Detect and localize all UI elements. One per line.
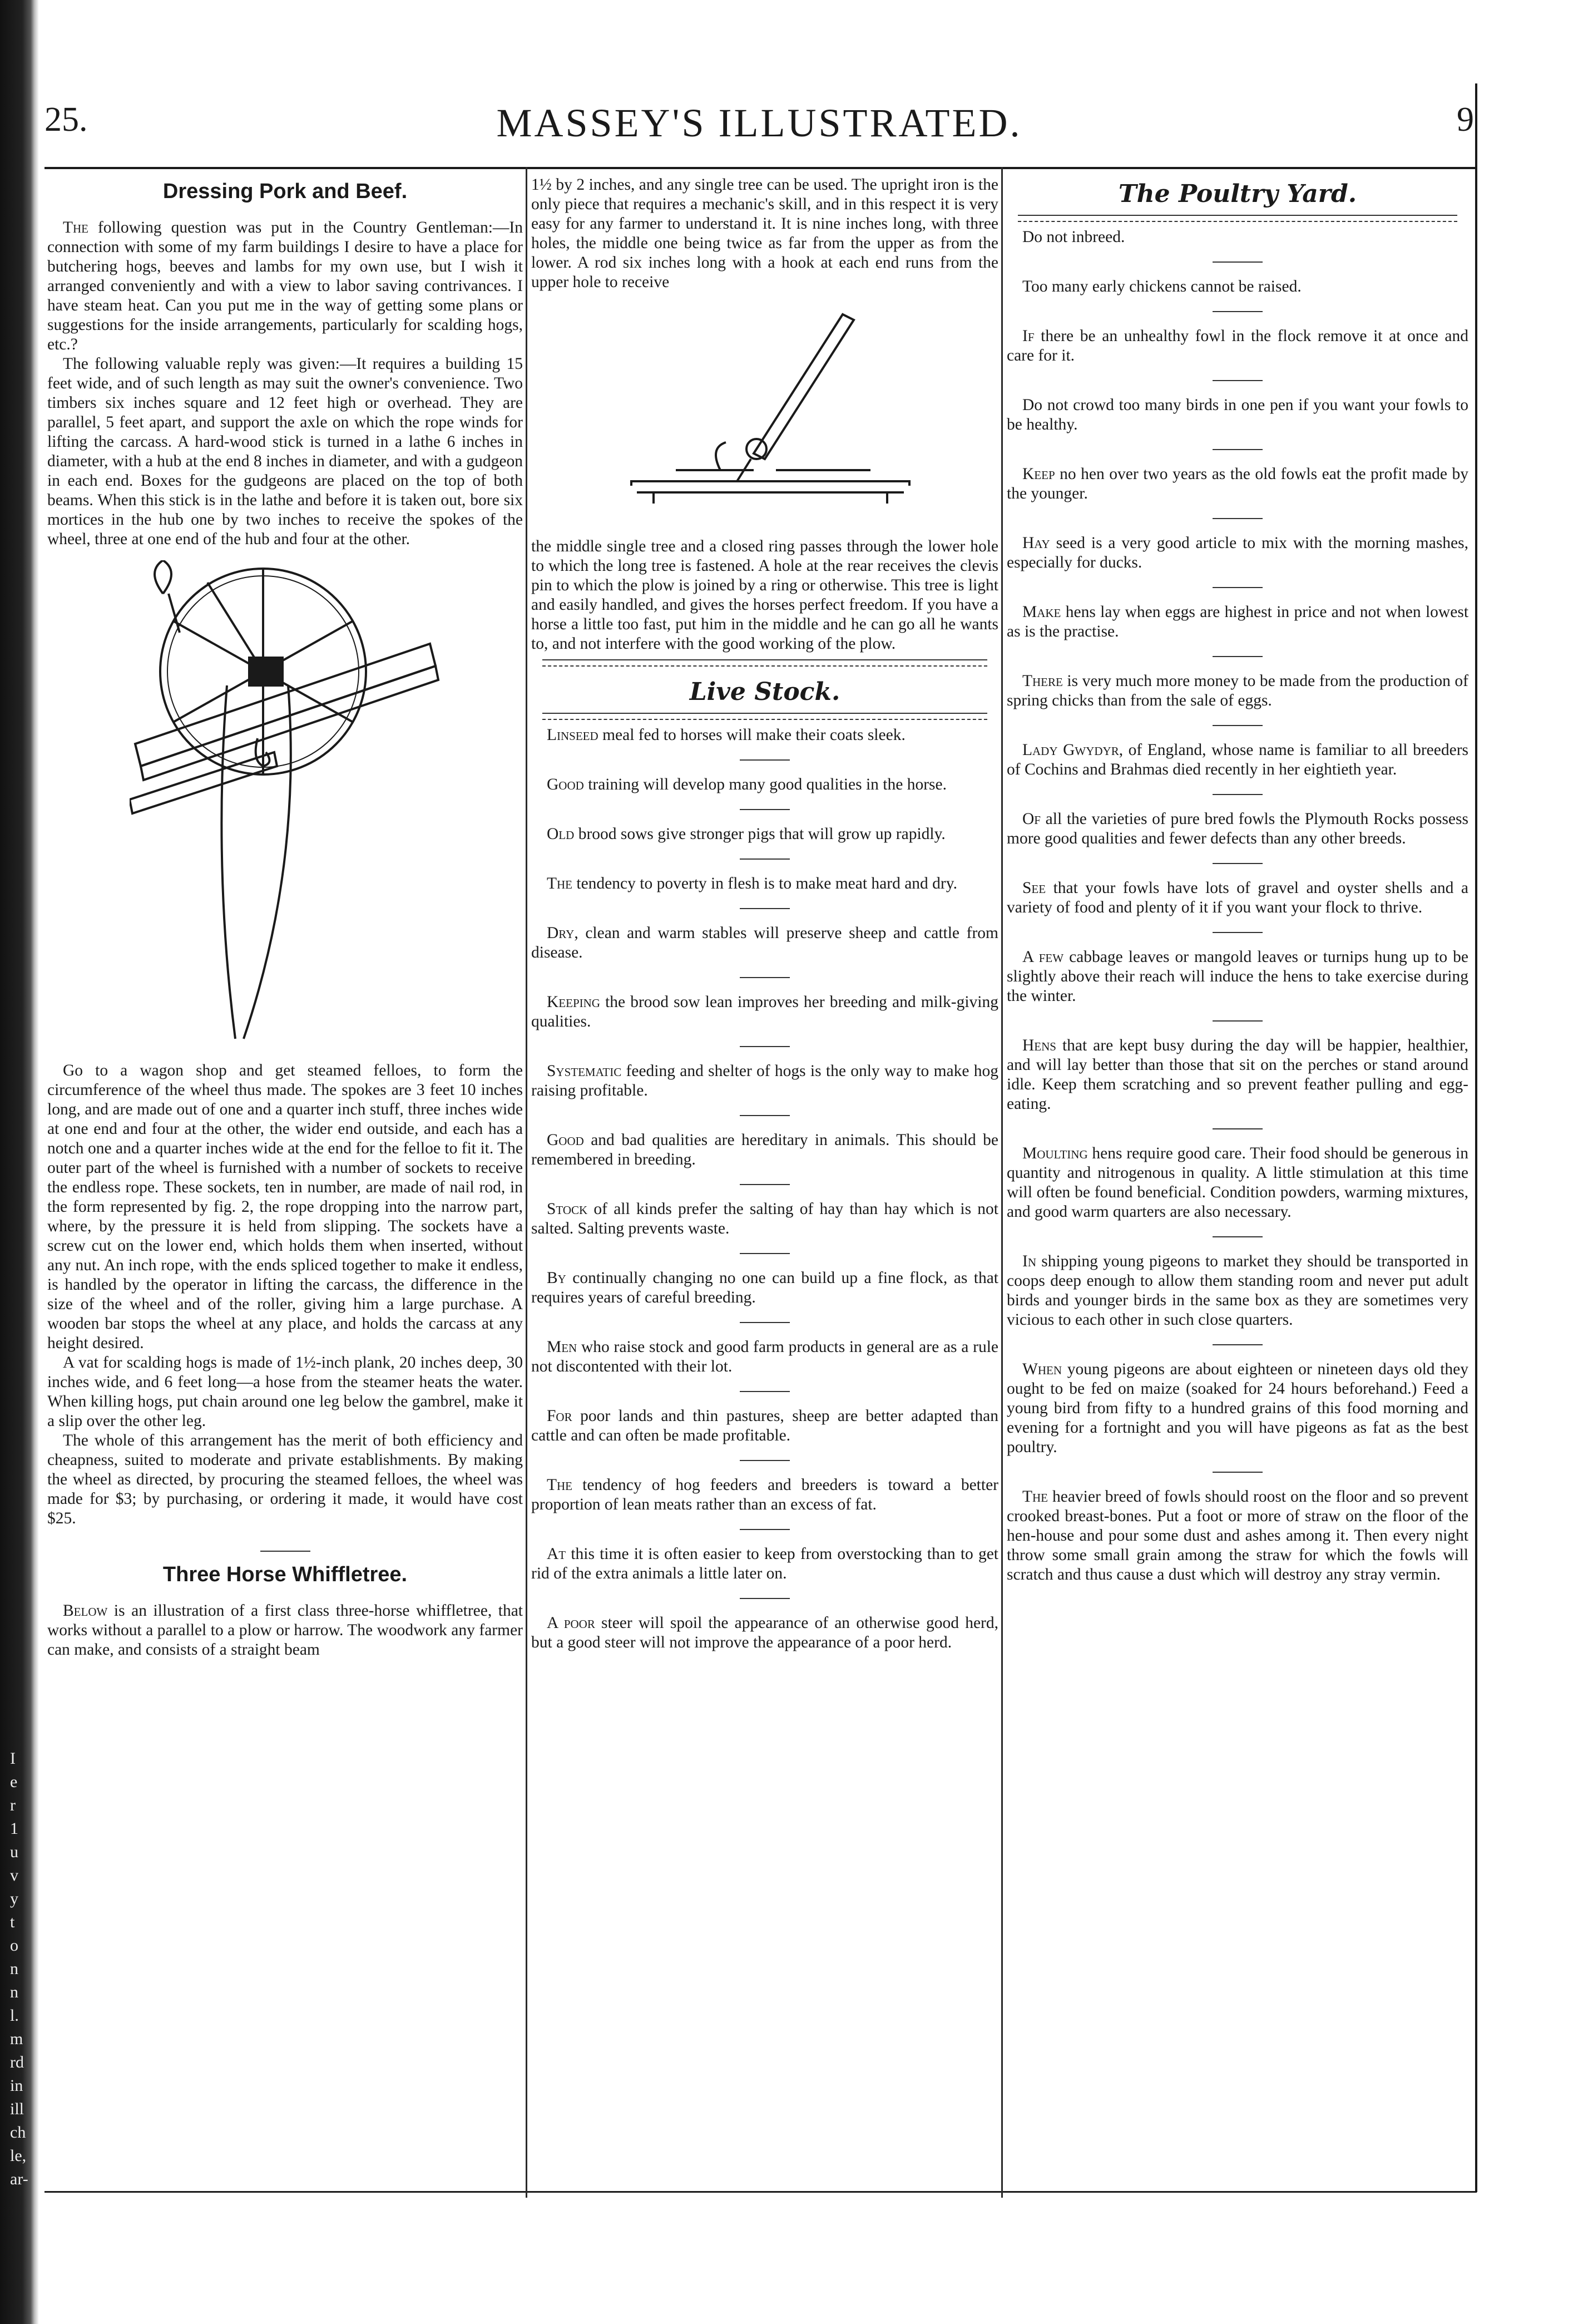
paragraph: The whole of this arrangement has the merit of both efficiency and cheapness, suited to moderate and private establishments. By making the wheel as directed, by procuring the steamed felloes, the wheel was made for $3; by purchasing, or ordering it made, it would have cost $25.	[47, 1432, 523, 1527]
note-lead: Of	[1022, 810, 1041, 828]
item-divider	[740, 858, 790, 860]
paragraph: A vat for scalding hogs is made of 1½-inch plank, 20 inches deep, 30 inches wide, and 6 feet long—a hose from the steamer heats the water. When killing hogs, put chain around one leg below the gambrel, make it a slip over the other leg.	[47, 1354, 523, 1430]
note-paragraph	[1007, 603, 1468, 642]
note-paragraph	[1007, 277, 1468, 297]
note-lead: If	[1022, 327, 1035, 345]
note-text: that your fowls have lots of gravel and oyster shells and a variety of food and plenty of it if you want your flock to thrive.	[1007, 879, 1468, 916]
note-lead: Good	[547, 1131, 584, 1149]
item-divider	[1213, 725, 1263, 726]
item-divider	[740, 809, 790, 810]
note-lead: Moulting	[1022, 1144, 1088, 1162]
note-lead: Systematic	[547, 1062, 622, 1080]
item-divider	[740, 908, 790, 909]
note-paragraph	[531, 1200, 998, 1239]
note-paragraph	[1007, 465, 1468, 504]
section-rule	[542, 713, 987, 720]
note-lead: Men	[547, 1338, 577, 1356]
paragraph-text: is an illustration of a first class three-horse whiffletree, that works without a parallel to a plow or harrow. The woodwork any farmer can make, and consists of a straight beam	[47, 1602, 523, 1659]
note-lead: Good	[547, 776, 584, 793]
column-whiffletree-livestock	[531, 175, 998, 2178]
paragraph: 1½ by 2 inches, and any single tree can be used. The upright iron is the only piece that requires a mechanic's skill, and in this respect it is very easy for any farmer to understand it. It is nine inches long, with three holes, the middle one being twice as far from the upper as from the lower. A rod six inches long with a hook at each end runs from the upper hole to receive	[531, 176, 998, 291]
note-paragraph	[531, 775, 998, 795]
note-paragraph	[1007, 1252, 1468, 1330]
note-text: Do not inbreed.	[1022, 228, 1125, 246]
note-paragraph	[531, 1062, 998, 1101]
note-paragraph	[1007, 228, 1468, 247]
item-divider	[1213, 863, 1263, 864]
note-paragraph	[1007, 396, 1468, 435]
item-divider	[1213, 1020, 1263, 1022]
note-paragraph	[1007, 1144, 1468, 1222]
item-divider	[1213, 380, 1263, 381]
item-divider	[1213, 518, 1263, 519]
note-text: shipping young pigeons to market they should be transported in coops deep enough to allow them standing room and never put adult birds and younger birds in the same box as they are sometimes very vicious to each other in such close quarters.	[1007, 1252, 1468, 1329]
note-text: that are kept busy during the day will be happier, healthier, and will lay better than those that sit on the perches or stand around idle. Keep them scratching and so prevent feather pulling and egg-eating.	[1007, 1037, 1468, 1113]
note-text: brood sows give stronger pigs that will grow up rapidly.	[578, 825, 946, 843]
note-text: poor lands and thin pastures, sheep are better adapted than cattle and can often be made profitable.	[531, 1407, 998, 1444]
item-divider	[1213, 1472, 1263, 1473]
note-text: cabbage leaves or mangold leaves or turnips hung up to be slightly above their reach will induce the hens to take exercise during the winter.	[1007, 948, 1468, 1005]
note-text: meal fed to horses will make their coats sleek.	[602, 726, 906, 744]
item-divider	[1213, 449, 1263, 450]
note-lead: The	[547, 875, 573, 892]
note-paragraph	[1007, 879, 1468, 917]
article-title-dressing-pork: Dressing Pork and Beef.	[162, 180, 408, 203]
paragraph-lead: The	[63, 219, 89, 236]
note-paragraph	[531, 874, 998, 894]
item-divider	[740, 977, 790, 978]
note-lead: Keep	[1022, 465, 1055, 483]
note-lead: By	[547, 1269, 566, 1287]
paragraph: Go to a wagon shop and get steamed felloes, to form the circumference of the wheel thus made. The spokes are 3 feet 10 inches long, and are made out of one and a quarter inch stuff, three inches wide at one end and four at the other, the wider end outside, and each has a notch one and a quarter inches wide at the end for the felloe to fit it. The outer part of the wheel is furnished with a number of sockets to receive the endless rope. These sockets, ten in number, are made of nail rod, in the form represented by fig. 2, the rope dropping into the narrow part, where, by the pressure it is held from slipping. The sockets have a screw cut on the lower end, which holds them when inserted, without any nut. An inch rope, with the ends spliced together to make it endless, is handled by the operator in lifting the carcass, the difference in the size of the wheel and of the roller, giving him a large purchase. A wooden bar stops the wheel at any place, and holds the carcass at any height desired.	[47, 1062, 523, 1352]
item-divider	[740, 1391, 790, 1392]
note-lead: Stock	[547, 1200, 588, 1218]
page-header	[44, 100, 1474, 161]
item-divider	[740, 1322, 790, 1323]
column-divider	[526, 167, 527, 2198]
note-text: no hen over two years as the old fowls eat the profit made by the younger.	[1007, 465, 1468, 502]
page-number: 9	[1457, 101, 1474, 139]
note-paragraph	[1007, 1036, 1468, 1114]
item-divider	[740, 759, 790, 761]
paragraph: the middle single tree and a closed ring passes through the lower hole to which the long tree is fastened. A hole at the rear receives the clevis pin to which the plow is joined by a ring or otherwise. This tree is light and easily handled, and gives the horses perfect freedom. If you have a horse a little too fast, put him in the middle and he can go all he wants to, and not interfere with the good working of the plow.	[531, 537, 998, 653]
note-paragraph	[1007, 672, 1468, 710]
paragraph-text: following question was put in the Country Gentleman:—In connection with some of my farm buildings I desire to have a place for butchering hogs, beeves and lambs for my own use, but I wish it arranged conveniently and with a view to labor saving contrivances. I have steam heat. Can you put me in the way of getting some plans or suggestions for the inside arrangements, particularly for scalding hogs, etc.?	[47, 219, 523, 353]
note-paragraph	[531, 726, 998, 745]
item-divider	[1213, 587, 1263, 588]
paragraph: The following valuable reply was given:—It requires a building 15 feet wide, and of such length as may suit the owner's convenience. Two timbers six inches square and 12 feet high or overhead. They are parallel, 5 feet apart, and support the axle on which the rope winds for lifting the carcass. A hard-wood stick is turned in a lathe 6 inches in diameter, with a hub at the end 8 inches in diameter, and with a gudgeon in each end. Boxes for the gudgeons are placed on the top of both beams. When this stick is in the lathe and before it is taken out, bore six mortices in the hub one by two inches to receive the spokes of the wheel, three at one end of the hub and four at the other.	[47, 355, 523, 548]
running-title: MASSEY'S ILLUSTRATED.	[496, 101, 1022, 145]
paragraph-lead: Below	[63, 1602, 108, 1620]
note-lead: A few	[1022, 948, 1064, 966]
note-text: of England, whose name is familiar to all breeders of Cochins and Brahmas died recently in her eightieth year.	[1007, 741, 1468, 778]
note-paragraph	[1007, 948, 1468, 1006]
note-lead: The	[547, 1476, 573, 1494]
note-lead: Dry,	[547, 924, 578, 942]
note-paragraph	[531, 1407, 998, 1445]
note-text: seed is a very good article to mix with the morning mashes, especially for ducks.	[1007, 534, 1468, 571]
section-rule	[542, 659, 987, 667]
note-text: is very much more money to be made from the production of spring chicks than from the sale of eggs.	[1007, 672, 1468, 709]
note-paragraph	[531, 1269, 998, 1307]
note-lead: Hay	[1022, 534, 1050, 552]
item-divider	[740, 1184, 790, 1185]
note-paragraph	[531, 1131, 998, 1170]
note-lead: For	[547, 1407, 572, 1425]
note-lead: Make	[1022, 603, 1061, 621]
note-paragraph	[531, 825, 998, 844]
note-lead: Lady Gwydyr,	[1022, 741, 1124, 759]
note-paragraph	[1007, 534, 1468, 573]
paragraph	[47, 218, 523, 354]
section-divider	[260, 1551, 310, 1552]
section-rule	[1018, 215, 1457, 222]
note-lead: Old	[547, 825, 575, 843]
item-divider	[1213, 932, 1263, 933]
section-title-live-stock: Live Stock.	[689, 678, 840, 706]
item-divider	[740, 1046, 790, 1047]
livestock-notes	[531, 726, 998, 1652]
binding-margin-letters: I e r 1 u v y t o n n l. m rd in ill ch le, ar-	[10, 1749, 28, 2188]
note-text: hens lay when eggs are highest in price and not when lowest as is the practise.	[1007, 603, 1468, 640]
note-paragraph	[1007, 1360, 1468, 1457]
note-lead: A poor	[547, 1614, 595, 1632]
item-divider	[740, 1253, 790, 1254]
note-text: heavier breed of fowls should roost on the floor and so prevent crooked breast-bones. Put a foot or more of straw on the floor of the hen-house and pour some dust and ashes among it. Then every night throw some small grain among the straw for which the fowls will scratch and thus cause a dust which will destroy any stray vermin.	[1007, 1488, 1468, 1583]
item-divider	[740, 1529, 790, 1530]
note-paragraph	[531, 993, 998, 1032]
issue-number: 25.	[44, 101, 88, 139]
note-paragraph	[1007, 1487, 1468, 1585]
bottom-rule	[44, 2191, 1477, 2193]
whiffletree-illustration	[609, 303, 921, 526]
note-text: tendency of hog feeders and breeders is toward a better proportion of lean meats rather than an excess of fat.	[531, 1476, 998, 1513]
item-divider	[1213, 794, 1263, 795]
hoisting-wheel-illustration	[130, 560, 441, 1050]
note-text: the brood sow lean improves her breeding and milk-giving qualities.	[531, 993, 998, 1030]
note-text: tendency to poverty in flesh is to make meat hard and dry.	[576, 875, 957, 892]
header-rule	[44, 167, 1477, 169]
note-lead: See	[1022, 879, 1046, 897]
item-divider	[740, 1598, 790, 1599]
column-poultry-yard	[1007, 175, 1468, 2178]
note-text: who raise stock and good farm products in general are as a rule not discontented with their lot.	[531, 1338, 998, 1375]
column-dressing-pork	[47, 175, 523, 2178]
item-divider	[1213, 261, 1263, 263]
note-paragraph	[1007, 327, 1468, 366]
item-divider	[740, 1115, 790, 1116]
note-text: all the varieties of pure bred fowls the Plymouth Rocks possess more good qualities and fewer defects than any other breeds.	[1007, 810, 1468, 847]
note-lead: The	[1022, 1488, 1048, 1506]
note-paragraph	[1007, 741, 1468, 779]
note-text: and bad qualities are hereditary in animals. This should be remembered in breeding.	[531, 1131, 998, 1168]
column-divider	[1001, 167, 1003, 2198]
item-divider	[1213, 656, 1263, 657]
item-divider	[740, 1460, 790, 1461]
note-text: continually changing no one can build up a fine flock, as that requires years of careful breeding.	[531, 1269, 998, 1306]
note-text: this time it is often easier to keep from overstocking than to get rid of the extra animals a little later on.	[531, 1545, 998, 1582]
poultry-notes	[1007, 228, 1468, 1585]
note-text: Too many early chickens cannot be raised.	[1022, 278, 1302, 295]
note-lead: At	[547, 1545, 566, 1563]
item-divider	[1213, 311, 1263, 312]
note-paragraph	[531, 924, 998, 963]
note-lead: When	[1022, 1360, 1062, 1378]
item-divider	[1213, 1128, 1263, 1129]
note-lead: Linseed	[547, 726, 598, 744]
note-text: Do not crowd too many birds in one pen if you want your fowls to be healthy.	[1007, 396, 1468, 433]
note-paragraph	[531, 1476, 998, 1514]
note-paragraph	[531, 1545, 998, 1583]
right-frame-rule	[1475, 83, 1477, 2192]
note-text: feeding and shelter of hogs is the only way to make hog raising profitable.	[531, 1062, 998, 1099]
note-text: of all kinds prefer the salting of hay than hay which is not salted. Salting prevents waste.	[531, 1200, 998, 1237]
note-text: training will develop many good qualities in the horse.	[588, 776, 947, 793]
note-text: clean and warm stables will preserve sheep and cattle from disease.	[531, 924, 998, 961]
item-divider	[1213, 1344, 1263, 1345]
note-lead: Keeping	[547, 993, 600, 1011]
section-title-poultry-yard: The Poultry Yard.	[1118, 180, 1357, 208]
note-text: hens require good care. Their food should be generous in quantity and nitrogenous in quality. A little stimulation at this time will often be found beneficial. Condition powders, warming mixtures, and good warm quarters are also necessary.	[1007, 1144, 1468, 1221]
note-lead: In	[1022, 1252, 1036, 1270]
note-text: steer will spoil the appearance of an otherwise good herd, but a good steer will not improve the appearance of a poor herd.	[531, 1614, 998, 1651]
note-lead: There	[1022, 672, 1063, 690]
item-divider	[1213, 1236, 1263, 1237]
note-paragraph	[531, 1338, 998, 1376]
note-text: there be an unhealthy fowl in the flock remove it at once and care for it.	[1007, 327, 1468, 364]
note-lead: Hens	[1022, 1037, 1056, 1054]
note-text: young pigeons are about eighteen or nineteen days old they ought to be fed on maize (soaked for 24 hours beforehand.) Feed a young bird from fifty to a hundred grains of this food morning and evening for a fortnight and you will have pigeons as fat as the best poultry.	[1007, 1360, 1468, 1456]
paragraph	[47, 1601, 523, 1660]
note-paragraph	[531, 1614, 998, 1652]
note-paragraph	[1007, 810, 1468, 848]
article-title-whiffletree: Three Horse Whiffletree.	[162, 1563, 408, 1586]
